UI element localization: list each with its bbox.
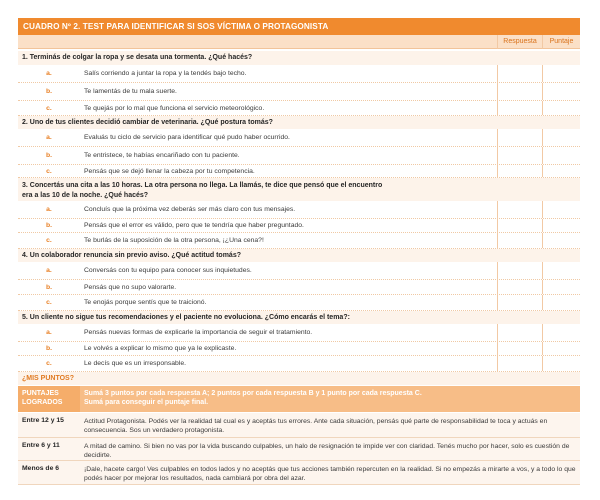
option-text: Concluís que la próxima vez deberás ser más claro con tus mensajes. xyxy=(84,206,296,213)
puntajes-desc-line-2: Sumá para conseguir el puntaje final. xyxy=(84,399,209,406)
question-5: 5. Un cliente no sigue tus recomendaciones y el paciente no evoluciona. ¿Cómo encarás el tema?: xyxy=(18,311,580,324)
respuesta-cell[interactable] xyxy=(497,356,498,371)
result-text: ¡Dale, hacete cargo! Ves culpables en todos lados y no aceptás que tus acciones también repercuten en la realidad. Si no empezás a mirarte a vos, y a todo lo que podés hacer por mejorar los resultados, nada cambiará por obra del azar. xyxy=(84,466,576,482)
option-text: Pensás nuevas formas de explicarle la importancia de seguir el tratamiento. xyxy=(84,329,313,336)
result-range: Menos de 6 xyxy=(22,465,60,472)
result-text: A mitad de camino. Si bien no vas por la vida buscando culpables, un halo de resignación te impide ver con claridad. Tenés mucho por hacer, solo es cuestión de decidirte. xyxy=(84,443,570,459)
question-3 xyxy=(18,178,580,201)
option-letter: c. xyxy=(46,360,52,367)
option-text: Pensás que se dejó llenar la cabeza por tu competencia. xyxy=(84,167,255,175)
option-text: Evaluás tu ciclo de servicio para identificar qué pudo haber ocurrido. xyxy=(84,134,290,141)
option-row[interactable] xyxy=(18,356,580,372)
option-row[interactable] xyxy=(18,262,580,280)
respuesta-cell[interactable] xyxy=(497,262,498,279)
puntaje-cell[interactable] xyxy=(542,342,543,355)
result-row xyxy=(18,413,580,438)
header-spacer xyxy=(18,35,497,49)
option-row[interactable] xyxy=(18,129,580,147)
option-text: Te entristece, te habías encariñado con tu paciente. xyxy=(84,152,240,159)
result-text: Actitud Protagonista. Podés ver la realidad tal cual es y aceptás tus errores. Ante cada situación, pensás qué parte de responsabilidad te toca y actuás en consecuencia. Sos un verdadero protagonista. xyxy=(84,418,548,434)
puntaje-cell[interactable] xyxy=(542,233,543,248)
respuesta-cell[interactable] xyxy=(497,65,498,82)
column-respuesta: Respuesta xyxy=(497,35,542,49)
question-2: 2. Uno de tus clientes decidió cambiar de veterinaria. ¿Qué postura tomás? xyxy=(18,116,580,129)
respuesta-cell[interactable] xyxy=(497,83,498,100)
puntaje-cell[interactable] xyxy=(542,219,543,232)
option-letter: b. xyxy=(45,345,53,352)
puntajes-desc-line-1: Sumá 3 puntos por cada respuesta A; 2 puntos por cada respuesta B y 1 punto por cada respuesta C. xyxy=(84,390,422,397)
respuesta-cell[interactable] xyxy=(497,165,498,177)
option-letter: c. xyxy=(46,299,52,306)
option-text: Salís corriendo a juntar la ropa y la tendés bajo techo. xyxy=(84,70,247,77)
option-letter: b. xyxy=(45,152,53,159)
puntaje-cell[interactable] xyxy=(542,324,543,341)
option-row[interactable] xyxy=(18,280,580,295)
question-1: 1. Terminás de colgar la ropa y se desata una tormenta. ¿Qué hacés? xyxy=(18,51,580,65)
option-row[interactable] xyxy=(18,233,580,249)
option-text: Te enojás porque sentís que te traicionó. xyxy=(84,299,207,306)
option-letter: b. xyxy=(45,283,53,291)
puntaje-cell[interactable] xyxy=(542,356,543,371)
puntaje-cell[interactable] xyxy=(542,101,543,115)
option-letter: c. xyxy=(46,104,52,112)
option-row[interactable] xyxy=(18,83,580,101)
option-text: Le volvés a explicar lo mismo que ya le explicaste. xyxy=(84,345,237,352)
option-letter: a. xyxy=(46,70,52,77)
puntajes-description xyxy=(80,386,580,412)
option-letter: a. xyxy=(46,134,52,141)
respuesta-cell[interactable] xyxy=(497,147,498,164)
option-letter: a. xyxy=(46,206,52,213)
option-letter: a. xyxy=(46,267,52,274)
puntaje-cell[interactable] xyxy=(542,147,543,164)
option-row[interactable] xyxy=(18,295,580,311)
result-row xyxy=(18,461,580,485)
option-row[interactable] xyxy=(18,165,580,178)
table-title: CUADRO Nº 2. TEST PARA IDENTIFICAR SI SOS VÍCTIMA O PROTAGONISTA xyxy=(18,18,580,35)
option-row[interactable] xyxy=(18,201,580,219)
result-row xyxy=(18,438,580,461)
option-text: Te quejás por lo mal que funciona el servicio meteorológico. xyxy=(84,104,265,112)
respuesta-cell[interactable] xyxy=(497,295,498,310)
question-4: 4. Un colaborador renuncia sin previo aviso. ¿Qué actitud tomás? xyxy=(18,249,580,262)
respuesta-cell[interactable] xyxy=(497,342,498,355)
column-puntaje: Puntaje xyxy=(542,35,580,49)
puntajes-label xyxy=(18,386,80,412)
question-3-line-1: 3. Concertás una cita a las 10 horas. La otra persona no llega. La llamás, te dice que pensó que el encuentro xyxy=(22,182,383,189)
puntajes-label-line-2: LOGRADOS xyxy=(22,399,63,406)
option-text: Pensás que no supo valorarte. xyxy=(84,283,177,291)
result-range: Entre 6 y 11 xyxy=(22,442,60,449)
option-letter: b. xyxy=(45,222,53,229)
option-row[interactable] xyxy=(18,147,580,165)
puntajes-row xyxy=(18,386,580,412)
puntaje-cell[interactable] xyxy=(542,65,543,82)
option-row[interactable] xyxy=(18,324,580,342)
option-text: Conversás con tu equipo para conocer sus inquietudes. xyxy=(84,267,252,274)
puntaje-cell[interactable] xyxy=(542,165,543,177)
option-row[interactable] xyxy=(18,65,580,83)
option-row[interactable] xyxy=(18,219,580,233)
respuesta-cell[interactable] xyxy=(497,280,498,294)
puntaje-cell[interactable] xyxy=(542,262,543,279)
option-letter: c. xyxy=(46,237,52,244)
respuesta-cell[interactable] xyxy=(497,233,498,248)
question-3-line-2: era a las 10 de la noche. ¿Qué hacés? xyxy=(22,192,149,199)
respuesta-cell[interactable] xyxy=(497,101,498,115)
puntaje-cell[interactable] xyxy=(542,129,543,146)
respuesta-cell[interactable] xyxy=(497,129,498,146)
option-text: Te burlás de la suposición de la otra persona, ¡¿Una cena?! xyxy=(84,237,264,244)
option-row[interactable] xyxy=(18,101,580,116)
option-text: Le decís que es un irresponsable. xyxy=(84,360,187,367)
result-range: Entre 12 y 15 xyxy=(22,417,64,424)
respuesta-cell[interactable] xyxy=(497,201,498,218)
puntajes-label-line-1: PUNTAJES xyxy=(22,390,59,397)
option-letter: b. xyxy=(45,88,53,95)
option-text: Te lamentás de tu mala suerte. xyxy=(84,88,177,95)
puntaje-cell[interactable] xyxy=(542,83,543,100)
option-letter: c. xyxy=(46,167,52,175)
respuesta-cell[interactable] xyxy=(497,219,498,232)
mis-puntos-label: ¿MIS PUNTOS? xyxy=(18,372,580,385)
option-text: Pensás que el error es válido, pero que te tendría que haber preguntado. xyxy=(84,222,304,229)
puntaje-cell[interactable] xyxy=(542,295,543,310)
option-letter: a. xyxy=(46,329,52,336)
respuesta-cell[interactable] xyxy=(497,324,498,341)
option-row[interactable] xyxy=(18,342,580,356)
puntaje-cell[interactable] xyxy=(542,280,543,294)
puntaje-cell[interactable] xyxy=(542,201,543,218)
